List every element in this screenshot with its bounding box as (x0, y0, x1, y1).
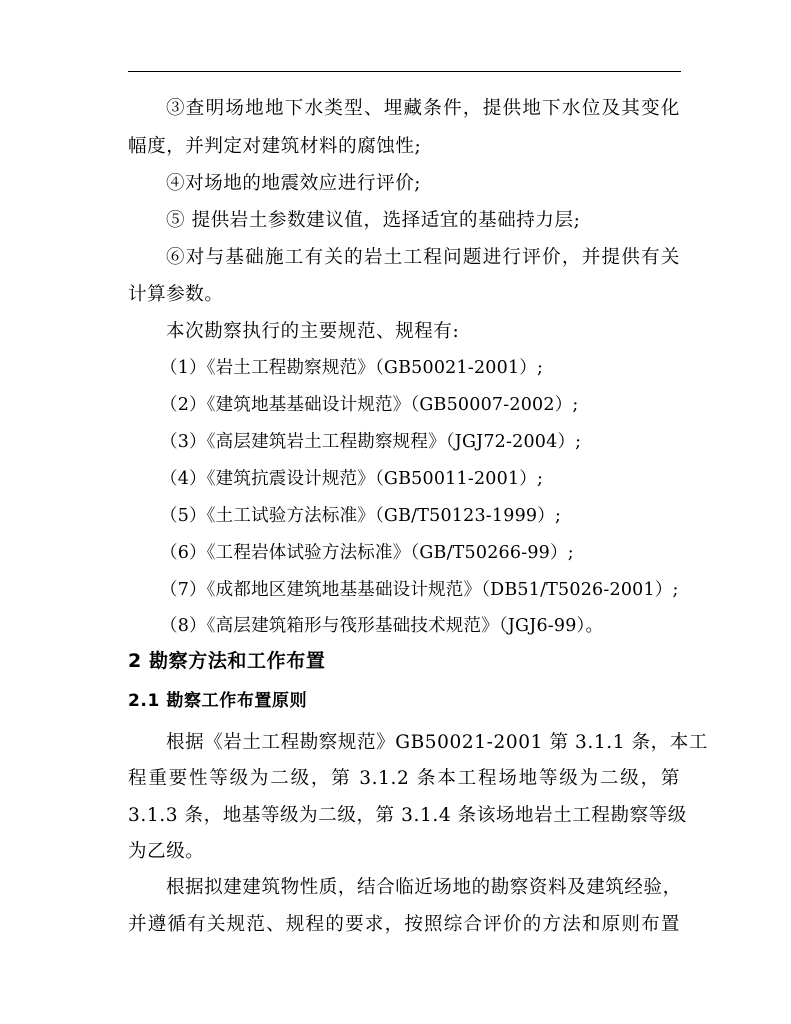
paragraph-line: ③查明场地地下水类型、埋藏条件，提供地下水位及其变化 (166, 98, 680, 119)
reference-item: （4）《建筑抗震设计规范》（GB50011-2001）; (160, 469, 544, 489)
paragraph-line: 程重要性等级为二级，第 3.1.2 条本工程场地等级为二级，第 (128, 768, 680, 789)
reference-item: （3）《高层建筑岩土工程勘察规程》（JGJ72-2004）; (160, 432, 582, 452)
paragraph-line: ⑥对与基础施工有关的岩土工程问题进行评价，并提供有关 (166, 247, 680, 268)
reference-item: （8）《高层建筑箱形与筏形基础技术规范》（JGJ6-99）。 (160, 616, 604, 636)
paragraph-line: 并遵循有关规范、规程的要求，按照综合评价的方法和原则布置 (128, 914, 680, 935)
reference-item: （6）《工程岩体试验方法标准》（GB/T50266-99）; (160, 543, 574, 563)
section-heading: 2 勘察方法和工作布置 (128, 650, 326, 672)
reference-item: （2）《建筑地基基础设计规范》（GB50007-2002）; (160, 395, 579, 415)
paragraph-line: 计算参数。 (128, 284, 224, 305)
subsection-heading: 2.1 勘察工作布置原则 (128, 691, 308, 711)
paragraph-line: ④对场地的地震效应进行评价; (166, 173, 422, 194)
header-rule (128, 71, 681, 72)
paragraph-line: 根据拟建建筑物性质，结合临近场地的勘察资料及建筑经验， (166, 877, 682, 898)
paragraph-line: 本次勘察执行的主要规范、规程有: (166, 321, 460, 342)
reference-item: （1）《岩土工程勘察规范》（GB50021-2001）; (160, 358, 544, 378)
paragraph-line: 为乙级。 (128, 841, 205, 862)
paragraph-line: 根据《岩土工程勘察规范》GB50021-2001 第 3.1.1 条，本工 (166, 732, 708, 753)
paragraph-line: 幅度，并判定对建筑材料的腐蚀性; (128, 136, 422, 157)
reference-item: （5）《土工试验方法标准》（GB/T50123-1999）; (160, 506, 562, 526)
paragraph-line: 3.1.3 条，地基等级为二级，第 3.1.4 条该场地岩土工程勘察等级 (128, 805, 687, 826)
reference-item: （7）《成都地区建筑地基基础设计规范》（DB51/T5026-2001）; (160, 580, 679, 600)
paragraph-line: ⑤ 提供岩土参数建议值，选择适宜的基础持力层; (166, 210, 581, 231)
